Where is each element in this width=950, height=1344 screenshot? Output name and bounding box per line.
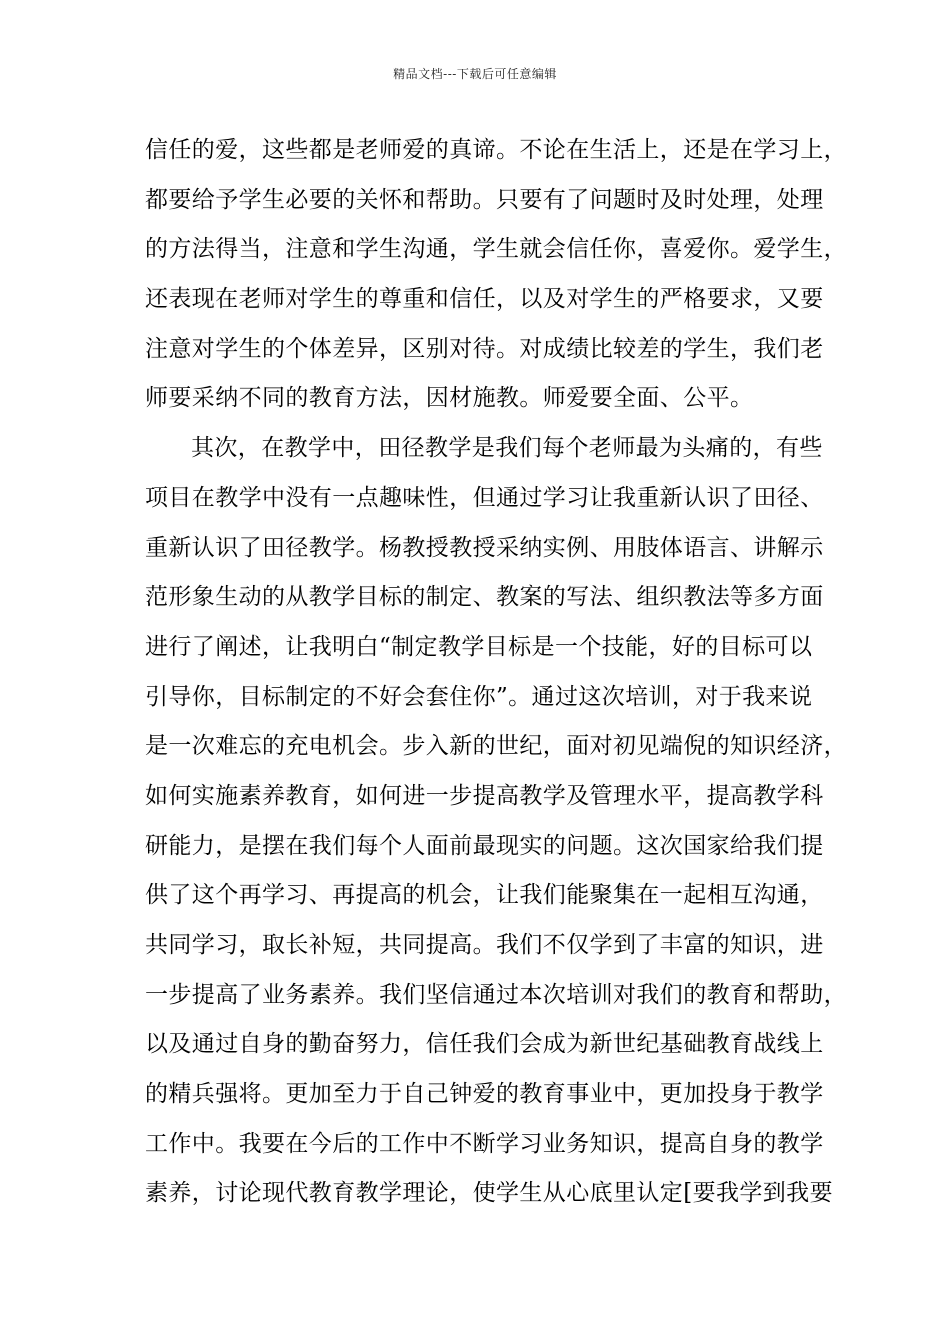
body-text [145, 126, 845, 1219]
text-line: 重新认识了田径教学。杨教授教授采纳实例、用肢体语言、讲解示 [145, 534, 824, 561]
text-line: 的精兵强将。更加至力于自己钟爱的教育事业中，更加投身于教学 [145, 1081, 824, 1108]
text-line: 信任的爱，这些都是老师爱的真谛。不论在生活上，还是在学习上， [145, 137, 847, 163]
text-line: 研能力，是摆在我们每个人面前最现实的问题。这次国家给我们提 [145, 832, 824, 859]
text-line: 素养，讨论现代教育教学理论，使学生从心底里认定[要我学到我要 [145, 1180, 833, 1207]
text-line: 引导你，目标制定的不好会套住你”。通过这次培训，对于我来说 [145, 683, 813, 710]
text-line: 以及通过自身的勤奋努力，信任我们会成为新世纪基础教育战线上 [145, 1031, 824, 1058]
text-line: 如何实施素养教育，如何进一步提高教学及管理水平，提高教学科 [145, 782, 824, 809]
text-line: 工作中。我要在今后的工作中不断学习业务知识，提高自身的教学 [145, 1130, 824, 1157]
text-line: 都要给予学生必要的关怀和帮助。只要有了问题时及时处理，处理 [145, 186, 824, 213]
text-line: 是一次难忘的充电机会。步入新的世纪，面对初见端倪的知识经济， [145, 733, 847, 760]
text-line: 一步提高了业务素养。我们坚信通过本次培训对我们的教育和帮助， [145, 981, 847, 1008]
text-line: 范形象生动的从教学目标的制定、教案的写法、组织教法等多方面 [145, 584, 824, 611]
text-line: 还表现在老师对学生的尊重和信任，以及对学生的严格要求，又要 [145, 286, 824, 313]
paragraph-start-line: 其次，在教学中，田径教学是我们每个老师最为头痛的，有些 [191, 435, 823, 462]
text-line: 注意对学生的个体差异，区别对待。对成绩比较差的学生，我们老 [145, 335, 824, 362]
text-line: 供了这个再学习、再提高的机会，让我们能聚集在一起相互沟通， [145, 882, 824, 909]
text-line: 进行了阐述，让我明白“制定教学目标是一个技能，好的目标可以 [145, 633, 813, 660]
text-line: 项目在教学中没有一点趣味性，但通过学习让我重新认识了田径、 [145, 484, 824, 511]
text-line: 的方法得当，注意和学生沟通，学生就会信任你，喜爱你。爱学生， [145, 236, 847, 263]
text-line: 师要采纳不同的教育方法，因材施教。师爱要全面、公平。 [145, 385, 754, 412]
page-header: 精品文档---下载后可任意编辑 [393, 67, 557, 81]
text-line: 共同学习，取长补短，共同提高。我们不仅学到了丰富的知识，进 [145, 932, 824, 958]
